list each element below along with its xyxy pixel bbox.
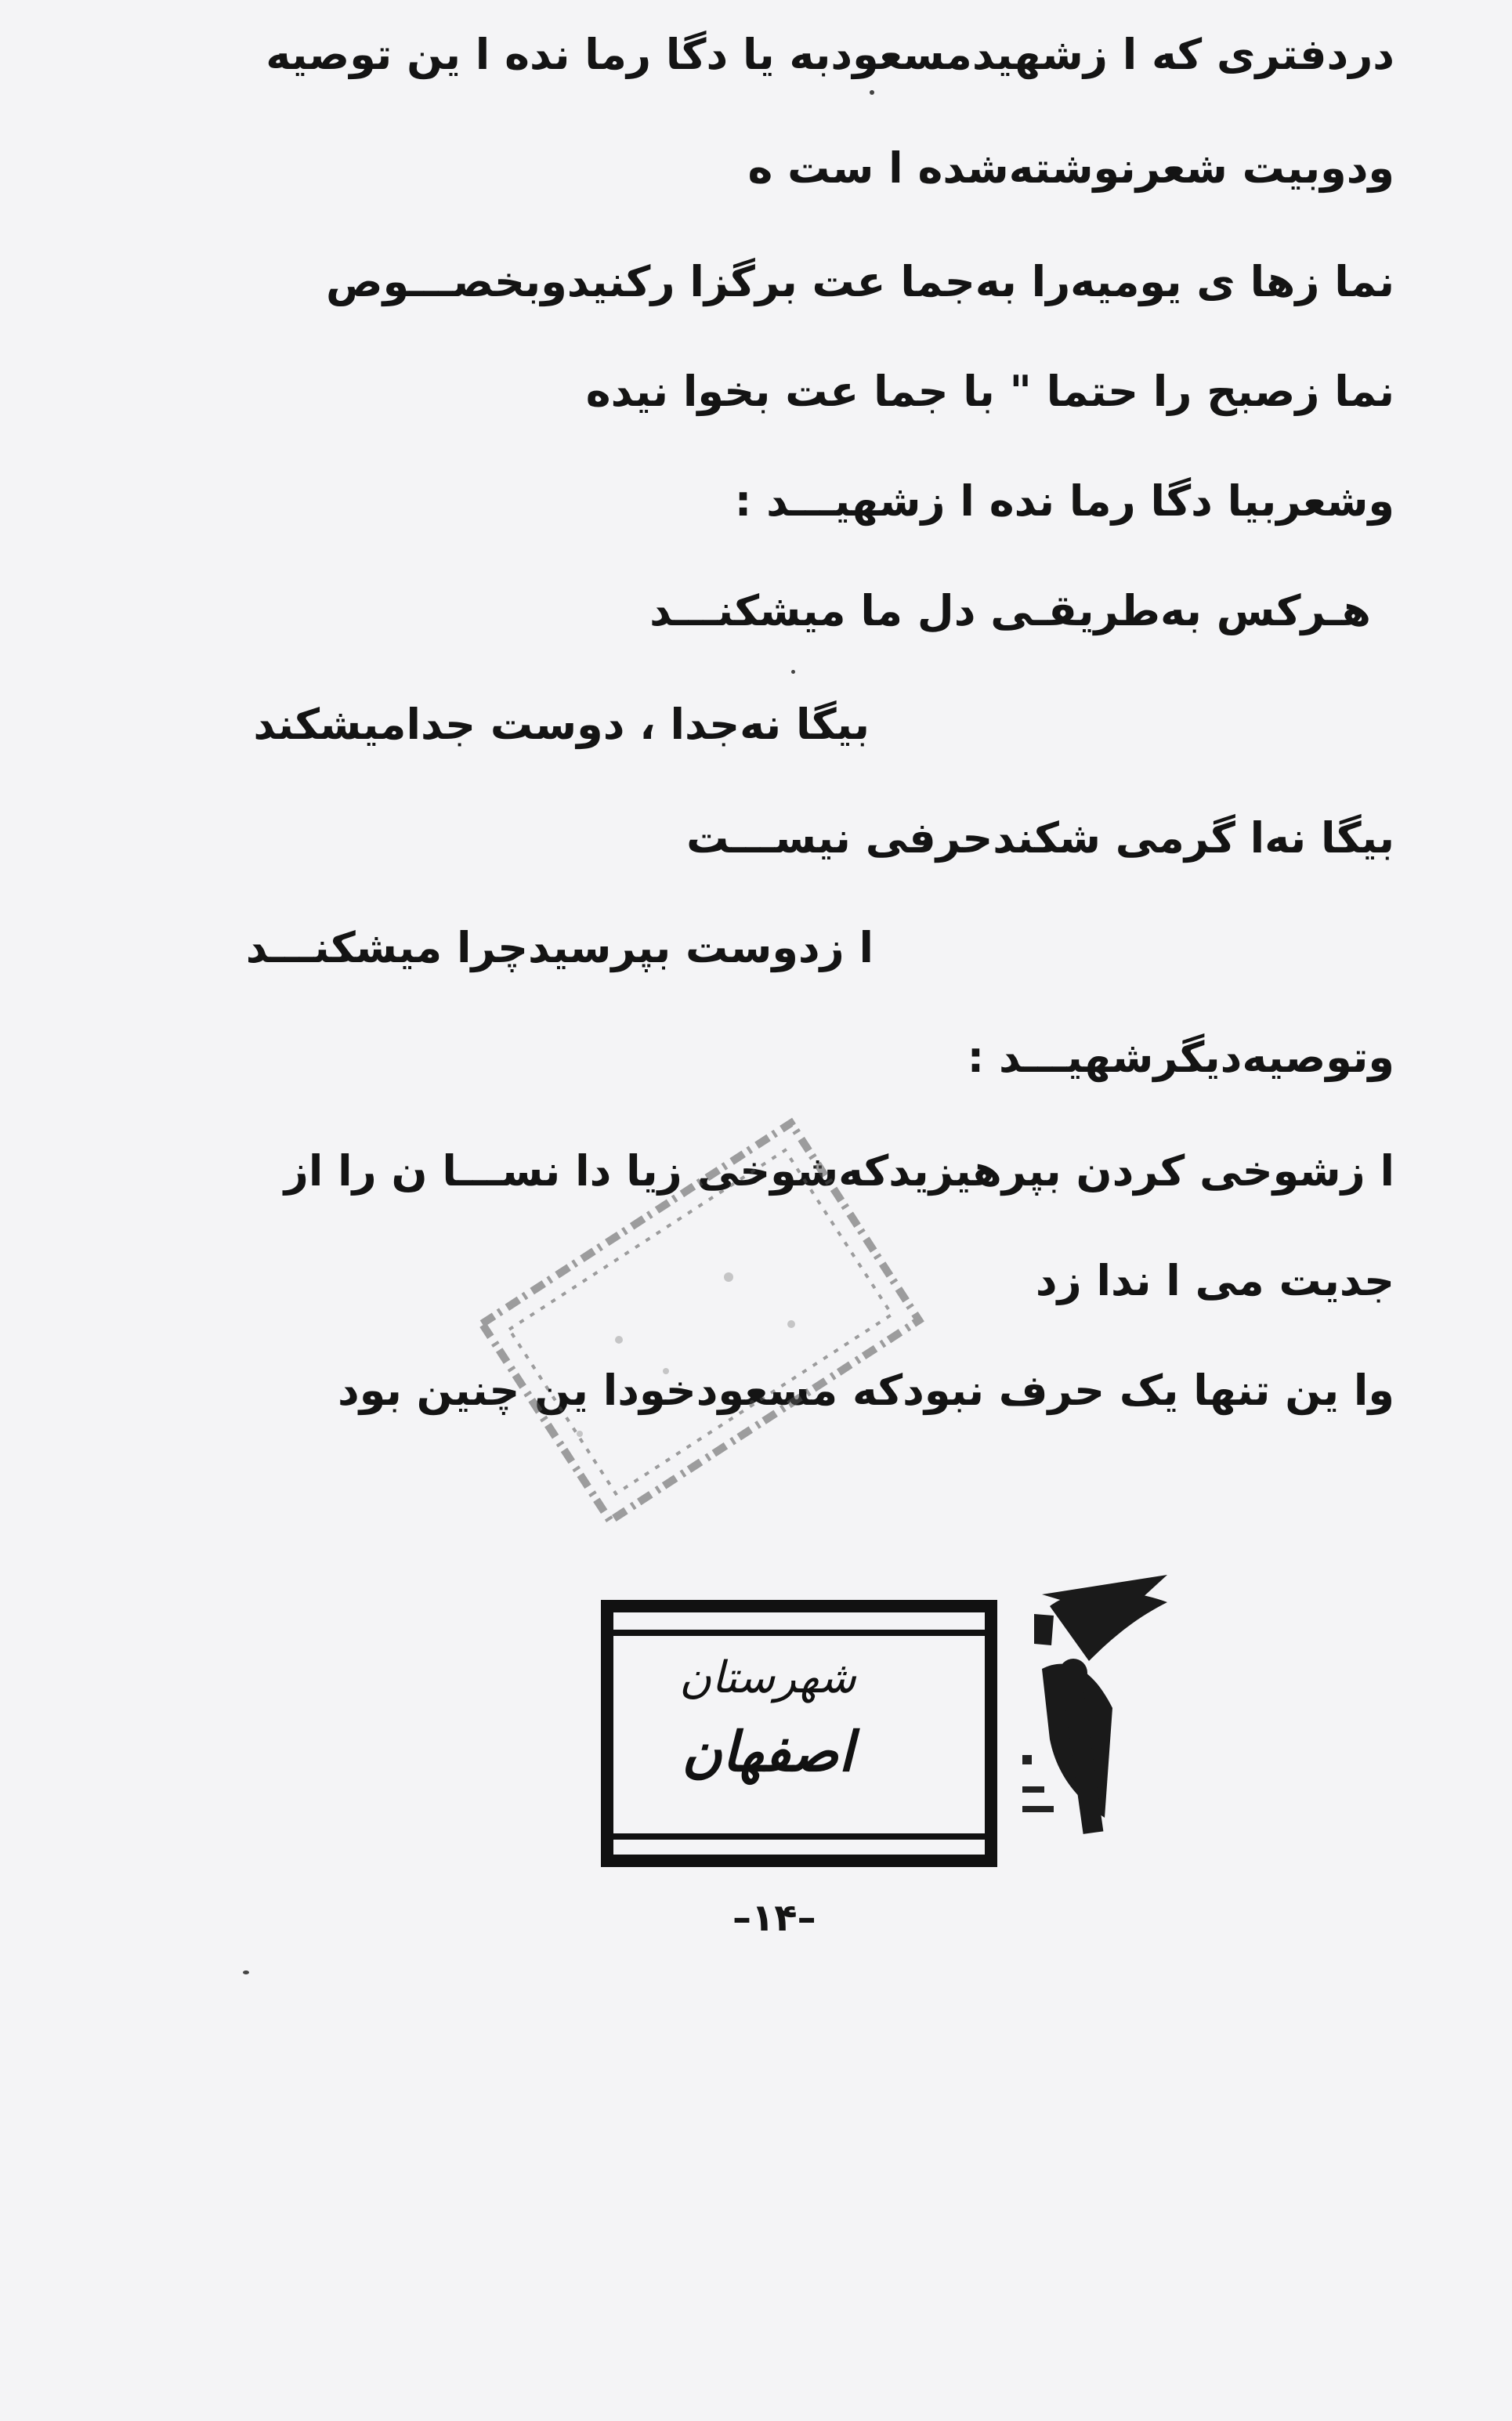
text-line-3: نما زها ی یومیه‌را به‌جما عت برگزا رکنیدوبخصـــوص	[325, 257, 1394, 306]
stamp-line-2: اصفهان	[682, 1719, 854, 1784]
text-line-9: وا ین تنها یک حرف نبودکه مسعودخودا ین چنین بود	[338, 1366, 1394, 1415]
emblem-icon	[1034, 1575, 1167, 1834]
page-number: –۱۴–	[732, 1896, 816, 1940]
poem-line-1: هـرکس به‌طریقـی دل ما میشکنـــد	[649, 586, 1371, 635]
speck	[870, 90, 874, 95]
stamp-line-1: شهرستان	[679, 1652, 856, 1703]
speck	[243, 1970, 249, 1974]
text-line-6: وتوصیه‌دیگرشهیـــد :	[967, 1033, 1394, 1082]
speck	[791, 670, 795, 674]
text-line-5: وشعربیا دگا رما نده ا زشهیـــد :	[734, 476, 1394, 526]
poem-line-3: بیگا نه‌ا گرمی شکندحرفی نیســـت	[686, 813, 1394, 863]
text-line-4: نما زصبح را حتما " با جما عت بخوا نیده	[585, 367, 1394, 416]
poem-line-2: بیگا نه‌جدا ، دوست جدامیشکند	[253, 700, 870, 749]
text-line-2: ودوبیت شعرنوشته‌شده ا ست ه	[747, 143, 1394, 193]
text-line-7: ا زشوخی کردن بپرهیزیدکه‌شوخی زیا دا نســـا ن را از	[284, 1146, 1394, 1196]
faded-stamp	[423, 1042, 971, 1606]
text-line-8: جدیت می ا ندا زد	[1035, 1256, 1394, 1305]
poem-line-4: ا زدوست بپرسیدچرا میشکنـــد	[245, 923, 874, 972]
official-stamp	[572, 1559, 1214, 1891]
text-line-1: دردفتری که ا زشهیدمسعودبه یا دگا رما نده ا ین توصیه	[266, 30, 1394, 79]
